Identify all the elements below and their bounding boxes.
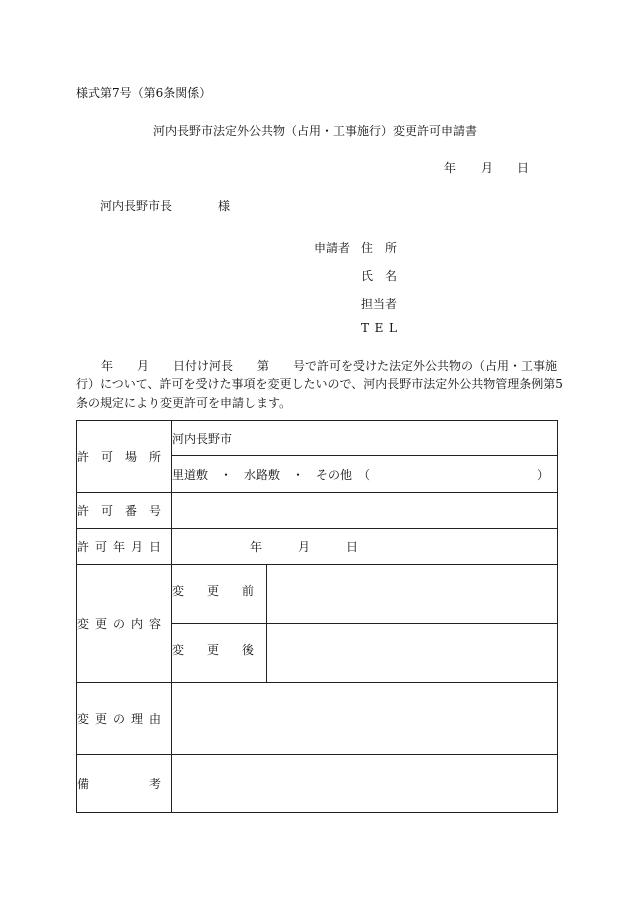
location-type-cell[interactable] <box>172 456 558 493</box>
address-label: 住 所 <box>361 241 397 255</box>
body-line-1: 年 月 日付け河長 第 号で許可を受けた法定外公共物の（占用・工事施 <box>100 359 557 373</box>
addressee-name: 河内長野市長 <box>100 199 173 213</box>
contact-label: 担当者 <box>361 297 398 311</box>
addressee-honorific: 様 <box>218 199 231 213</box>
permit-number-input[interactable] <box>172 493 558 529</box>
location-city-cell[interactable] <box>172 421 558 456</box>
remarks-label-cell: 備 考 <box>77 755 172 813</box>
change-content-label-cell: 変 更 の 内 容 <box>77 565 172 683</box>
location-label-cell: 許 可 場 所 <box>77 421 172 493</box>
change-reason-label-cell: 変 更 の 理 由 <box>77 683 172 755</box>
location-types: 里道敷 ・ 水路敷 ・ その他 （ <box>172 467 371 482</box>
body-line-2: 行）について、許可を受けた事項を変更したいので、河内長野市法定外公共物管理条例第5 <box>76 377 563 391</box>
location-close-paren: ） <box>537 467 550 482</box>
remarks-input[interactable] <box>172 755 558 813</box>
permit-date-value: 年 月 日 <box>250 540 359 554</box>
location-city: 河内長野市 <box>172 431 233 446</box>
before-label-cell: 変 更 前 <box>172 565 267 624</box>
change-reason-input[interactable] <box>172 683 558 755</box>
permit-date-label-cell: 許 可 年 月 日 <box>77 529 172 565</box>
body-line-3: 条の規定により変更許可を申請します。 <box>76 396 292 410</box>
permit-date-input[interactable] <box>172 529 558 565</box>
tel-label: T E L <box>361 321 397 335</box>
before-content-input[interactable] <box>267 565 558 624</box>
after-content-input[interactable] <box>267 624 558 683</box>
name-label: 氏 名 <box>361 269 397 283</box>
applicant-label: 申請者 <box>314 241 351 255</box>
form-number: 様式第7号（第6条関係） <box>76 86 212 100</box>
application-table <box>76 420 558 813</box>
date-year: 年 <box>444 161 457 175</box>
after-label-cell: 変 更 後 <box>172 624 267 683</box>
date-day: 日 <box>517 161 530 175</box>
page-title: 河内長野市法定外公共物（占用・工事施行）変更許可申請書 <box>152 124 477 138</box>
permit-number-label-cell: 許 可 番 号 <box>77 493 172 529</box>
date-month: 月 <box>481 161 494 175</box>
